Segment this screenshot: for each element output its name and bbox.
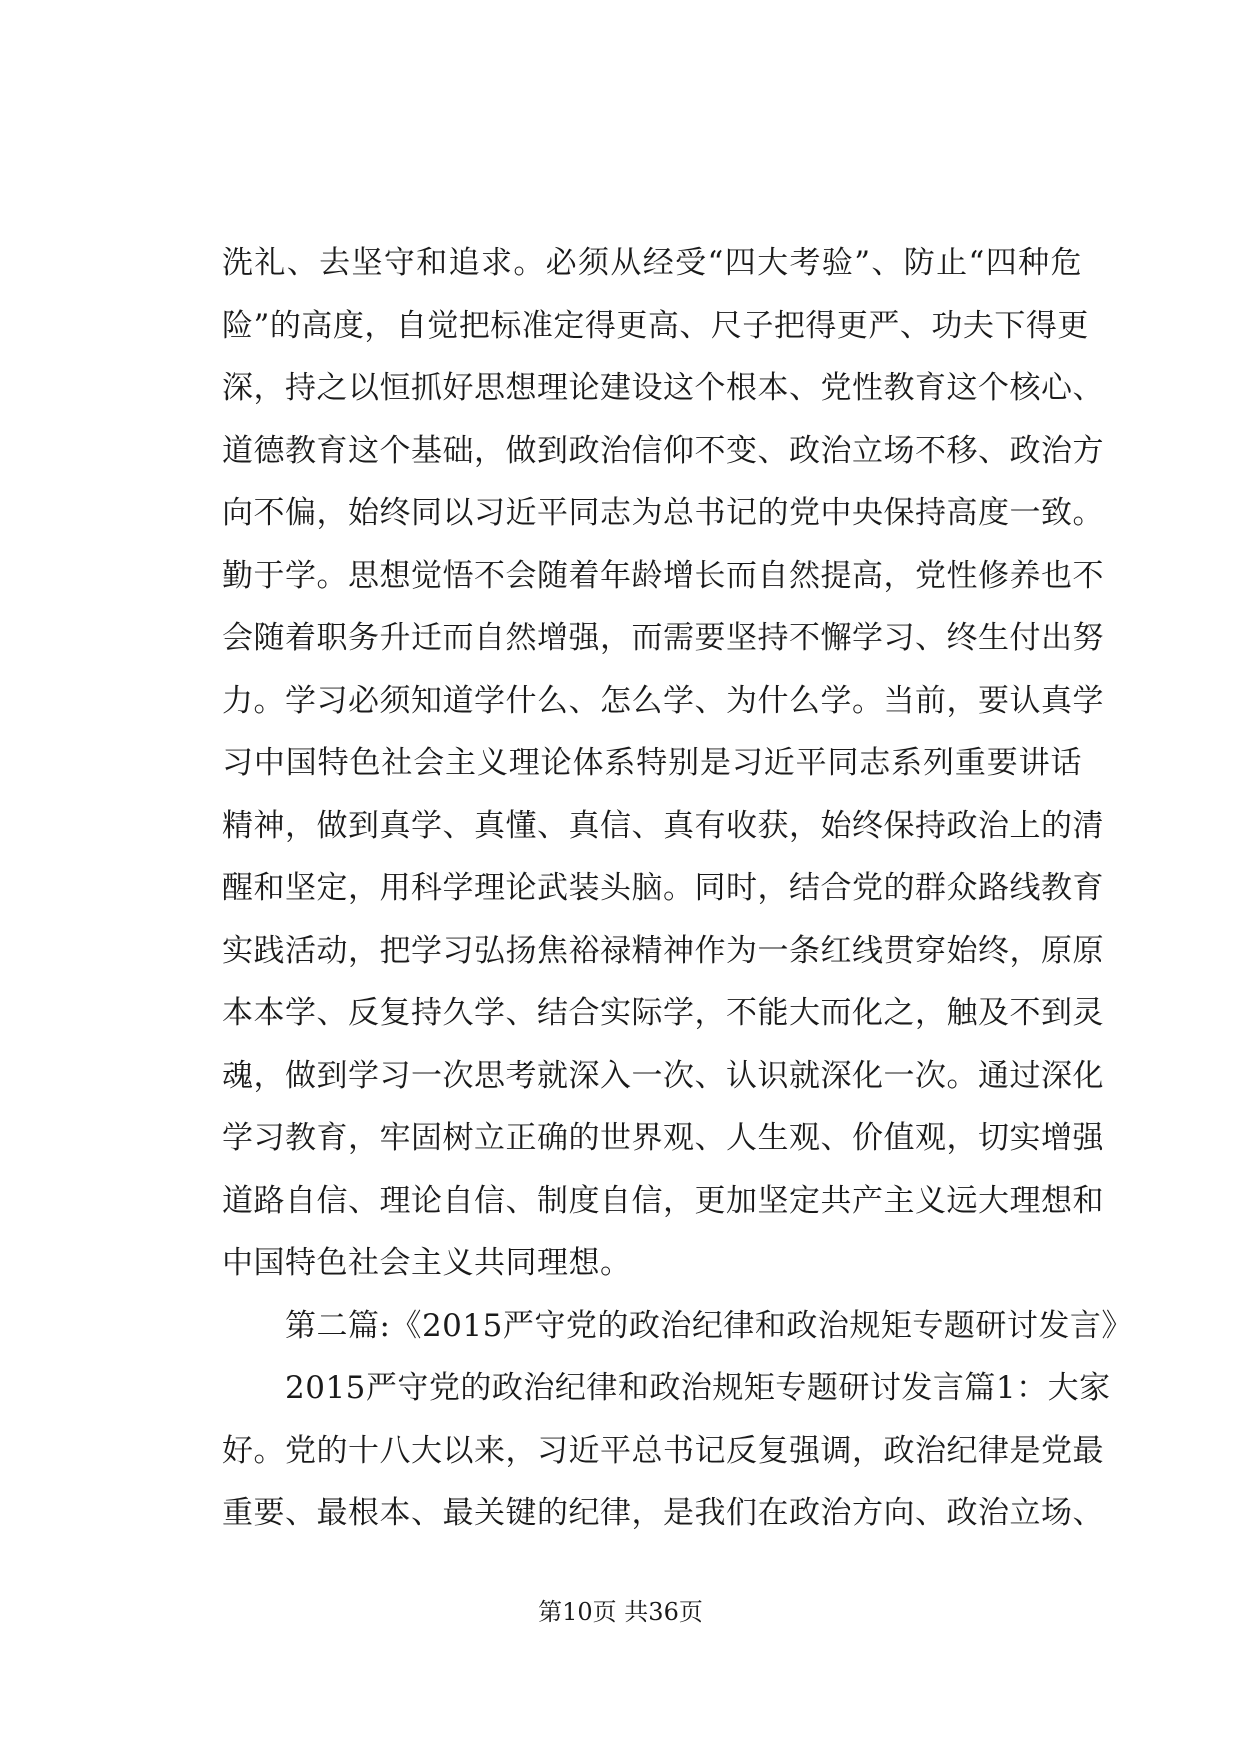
text-line: 会随着职务升迁而自然增强，而需要坚持不懈学习、终生付出努 bbox=[222, 620, 1104, 656]
text-line: 学习教育，牢固树立正确的世界观、人生观、价值观，切实增强 bbox=[222, 1120, 1104, 1156]
document-body bbox=[222, 232, 1133, 1545]
text-line: 重要、最根本、最关键的纪律，是我们在政治方向、政治立场、 bbox=[222, 1495, 1104, 1531]
text-line: 好。党的十八大以来，习近平总书记反复强调，政治纪律是党最 bbox=[222, 1432, 1104, 1469]
text-line: 深，持之以恒抓好思想理论建设这个根本、党性教育这个核心、 bbox=[222, 370, 1104, 406]
paragraph-end-line: 中国特色社会主义共同理想。 bbox=[222, 1245, 632, 1281]
text-line: 本本学、反复持久学、结合实际学，不能大而化之，触及不到灵 bbox=[222, 995, 1104, 1031]
text-line: 习中国特色社会主义理论体系特别是习近平同志系列重要讲话 bbox=[222, 745, 1082, 781]
text-line: 向不偏，始终同以习近平同志为总书记的党中央保持高度一致。 bbox=[222, 495, 1104, 531]
text-line: 道德教育这个基础，做到政治信仰不变、政治立场不移、政治方 bbox=[222, 432, 1104, 469]
page-number-footer: 第10页 共36页 bbox=[538, 1598, 703, 1626]
text-line: 洗礼、去坚守和追求。必须从经受“四大考验”、防止“四种危 bbox=[222, 245, 1082, 281]
text-line: 实践活动，把学习弘扬焦裕禄精神作为一条红线贯穿始终，原原 bbox=[222, 932, 1104, 969]
text-line: 醒和坚定，用科学理论武装头脑。同时，结合党的群众路线教育 bbox=[222, 870, 1104, 906]
text-line: 力。学习必须知道学什么、怎么学、为什么学。当前，要认真学 bbox=[222, 682, 1104, 719]
text-line: 魂，做到学习一次思考就深入一次、认识就深化一次。通过深化 bbox=[222, 1057, 1104, 1094]
text-line: 险”的高度，自觉把标准定得更高、尺子把得更严、功夫下得更 bbox=[222, 307, 1089, 344]
section-heading: 第二篇:《2015严守党的政治纪律和政治规矩专题研讨发言》 bbox=[222, 1307, 1133, 1344]
text-line: 勤于学。思想觉悟不会随着年龄增长而自然提高，党性修养也不 bbox=[222, 557, 1104, 594]
text-line: 道路自信、理论自信、制度自信，更加坚定共产主义远大理想和 bbox=[222, 1182, 1104, 1219]
text-line: 2015严守党的政治纪律和政治规矩专题研讨发言篇1：大家 bbox=[222, 1370, 1111, 1406]
text-line: 精神，做到真学、真懂、真信、真有收获，始终保持政治上的清 bbox=[222, 807, 1104, 844]
